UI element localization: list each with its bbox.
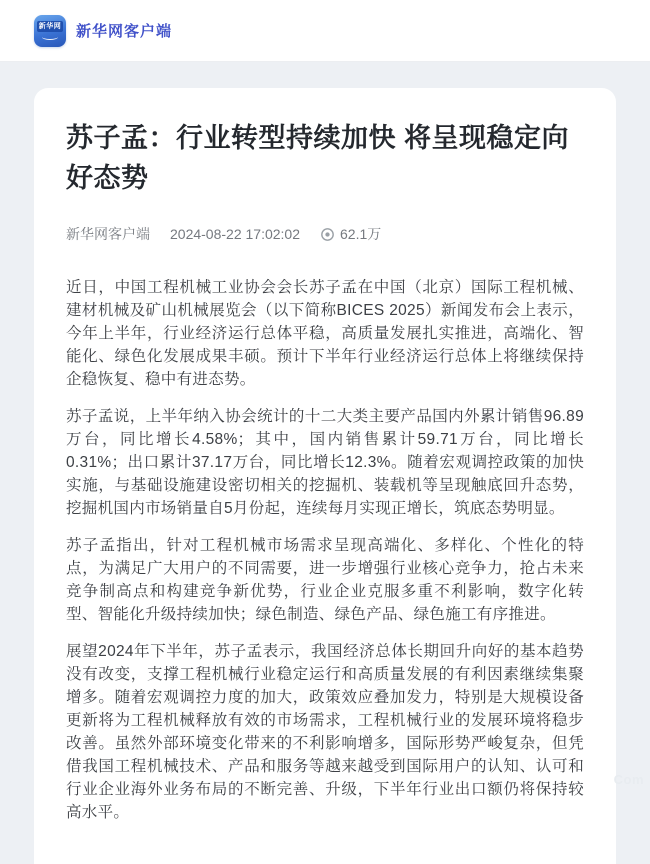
view-counter [320,224,381,244]
logo-arc-icon [42,34,58,40]
app-name-link[interactable]: 新华网客户端 [76,23,173,40]
article-paragraph: 苏子孟指出，针对工程机械市场需求呈现高端化、多样化、个性化的特点，为满足广大用户的不同需要，进一步增强行业核心竞争力，抢占未来竞争制高点和构建竞争新优势，行业企业克服多重不利影响，数字化转型、智能化升级持续加快；绿色制造、绿色产品、绿色施工有序推进。 [66,537,584,623]
article-body [66,276,584,824]
app-header [0,0,650,62]
article-paragraph: 近日，中国工程机械工业协会会长苏子孟在中国（北京）国际工程机械、建材机械及矿山机械展览会（以下简称BICES 2025）新闻发布会上表示，今年上半年，行业经济运行总体平稳，高质量发展扎实推进，高端化、智能化、绿色化发展成果丰硕。预计下半年行业经济运行总体上将继续保持企稳恢复、稳中有进态势。 [66,279,584,388]
article-date: 2024-08-22 17:02:02 [170,226,300,242]
article-source: 新华网客户端 [66,226,150,242]
xinhuanet-logo[interactable] [34,15,66,47]
article-card [34,88,616,864]
article-paragraph: 展望2024年下半年，苏子孟表示，我国经济总体长期回升向好的基本趋势没有改变，支撑工程机械行业稳定运行和高质量发展的有利因素继续集聚增多。随着宏观调控力度的加大，政策效应叠加发力，特别是大规模设备更新将为工程机械释放有效的市场需求，工程机械行业的发展环境将稳步改善。虽然外部环境变化带来的不利影响增多，国际形势严峻复杂，但凭借我国工程机械技术、产品和服务等越来越受到国际用户的认知、认可和行业企业海外业务布局的不断完善、升级，下半年行业出口额仍将保持较高水平。 [66,643,584,821]
article-byline [66,224,584,244]
logo-text: 新华网 [38,23,62,30]
eye-icon [320,227,335,242]
watermark: Com [613,772,644,787]
article-title: 苏子孟：行业转型持续加快 将呈现稳定向好态势 [66,123,570,193]
view-count: 62.1万 [340,226,382,242]
article-paragraph: 苏子孟说，上半年纳入协会统计的十二大类主要产品国内外累计销售96.89万台，同比增长4.58%；其中，国内销售累计59.71万台，同比增长0.31%；出口累计37.17万台，同比增长12.3%。随着宏观调控政策的加快实施，与基础设施建设密切相关的挖掘机、装载机等呈现触底回升态势，挖掘机国内市场销量自5月份起，连续每月实现正增长，筑底态势明显。 [66,408,584,517]
